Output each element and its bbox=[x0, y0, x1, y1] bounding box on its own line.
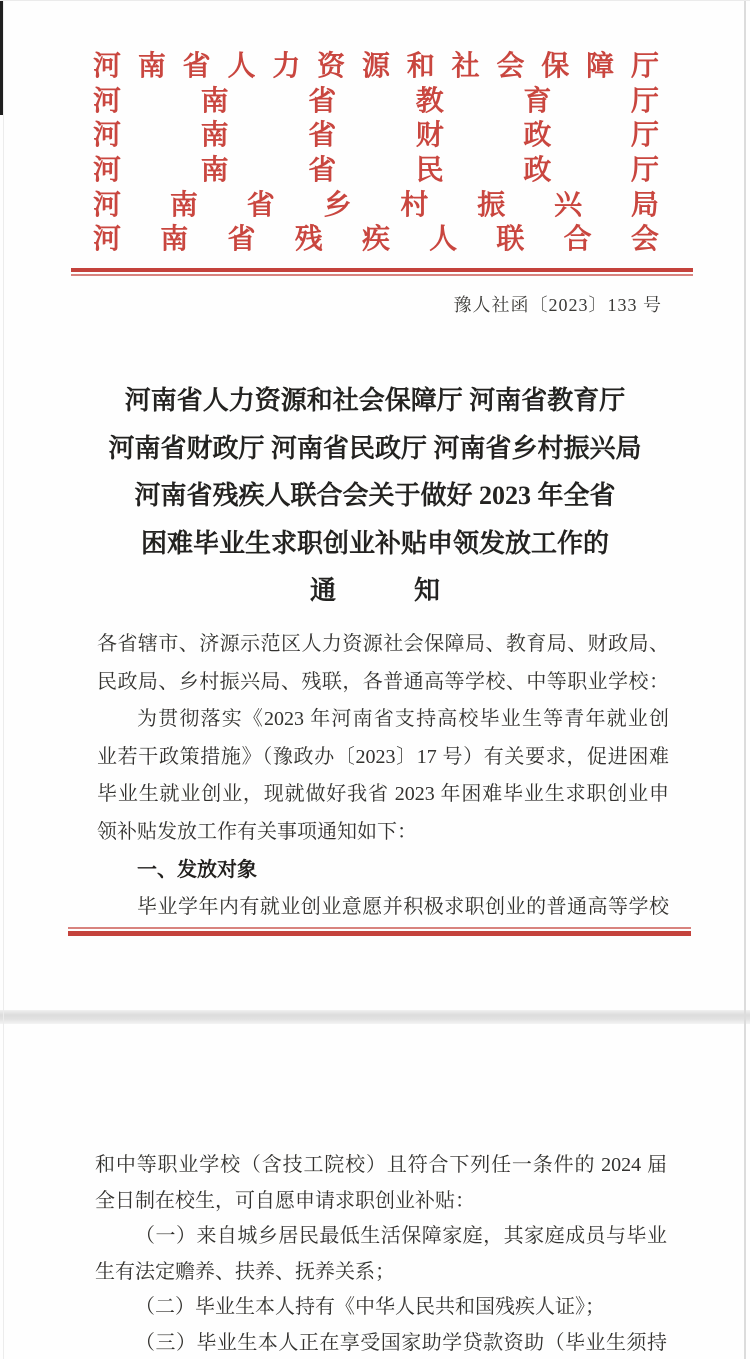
body-line: 各省辖市、济源示范区人力资源社会保障局、教育局、财政局、 bbox=[97, 626, 669, 664]
rule-thin-line bbox=[71, 274, 693, 276]
body-line: 为贯彻落实《2023 年河南省支持高校毕业生等青年就业创 bbox=[97, 701, 669, 739]
body-line: 毕业学年内有就业创业意愿并积极求职创业的普通高等学校 bbox=[97, 889, 669, 927]
footer-divider-rule bbox=[68, 927, 691, 936]
letterhead-line: 河 南 省 人 力 资 源 和 社 会 保 障 厅 bbox=[93, 50, 659, 85]
page-gap bbox=[0, 1010, 750, 1024]
title-line: 河南省财政厅 河南省民政厅 河南省乡村振兴局 bbox=[90, 425, 660, 473]
letterhead-line: 河 南 省 财 政 厅 bbox=[93, 119, 659, 154]
body-line: 和中等职业学校（含技工院校）且符合下列任一条件的 2024 届 bbox=[95, 1148, 667, 1184]
rule-thick-line bbox=[68, 931, 691, 936]
title-line: 河南省残疾人联合会关于做好 2023 年全省 bbox=[90, 472, 660, 520]
page1-body bbox=[97, 626, 669, 927]
photo-edge-line-top bbox=[0, 0, 750, 1]
body-line: 毕业生就业创业，现就做好我省 2023 年困难毕业生求职创业申 bbox=[97, 776, 669, 814]
title-line: 困难毕业生求职创业补贴申领发放工作的 bbox=[90, 520, 660, 568]
letterhead-divider-rule bbox=[71, 268, 693, 276]
section-heading: 一、发放对象 bbox=[97, 852, 669, 890]
title-line: 河南省人力资源和社会保障厅 河南省教育厅 bbox=[90, 377, 660, 425]
page2-body bbox=[95, 1148, 667, 1361]
body-line: 业若干政策措施》（豫政办〔2023〕17 号）有关要求，促进困难 bbox=[97, 739, 669, 777]
letterhead-line: 河 南 省 残 疾 人 联 合 会 bbox=[93, 223, 659, 258]
photo-edge-line-right bbox=[744, 0, 746, 1359]
document-title bbox=[90, 377, 660, 615]
body-line: （二）毕业生本人持有《中华人民共和国残疾人证》； bbox=[95, 1290, 667, 1326]
title-line: 通 知 bbox=[90, 567, 660, 615]
doc-number: 豫人社函〔2023〕133 号 bbox=[454, 291, 663, 317]
body-line: （三）毕业生本人正在享受国家助学贷款资助（毕业生须持 bbox=[95, 1326, 667, 1361]
page-2 bbox=[0, 1024, 750, 1359]
body-line: 全日制在校生，可自愿申请求职创业补贴： bbox=[95, 1184, 667, 1220]
letterhead bbox=[93, 50, 659, 258]
letterhead-line: 河 南 省 教 育 厅 bbox=[93, 85, 659, 120]
letterhead-line: 河 南 省 民 政 厅 bbox=[93, 154, 659, 189]
body-line: （一）来自城乡居民最低生活保障家庭，其家庭成员与毕业 bbox=[95, 1219, 667, 1255]
letterhead-line: 河 南 省 乡 村 振 兴 局 bbox=[93, 188, 659, 223]
body-line: 领补贴发放工作有关事项通知如下： bbox=[97, 814, 669, 852]
body-line: 生有法定赡养、扶养、抚养关系； bbox=[95, 1255, 667, 1291]
body-line: 民政局、乡村振兴局、残联，各普通高等学校、中等职业学校： bbox=[97, 664, 669, 702]
photo-edge-line-left bbox=[3, 0, 4, 1359]
